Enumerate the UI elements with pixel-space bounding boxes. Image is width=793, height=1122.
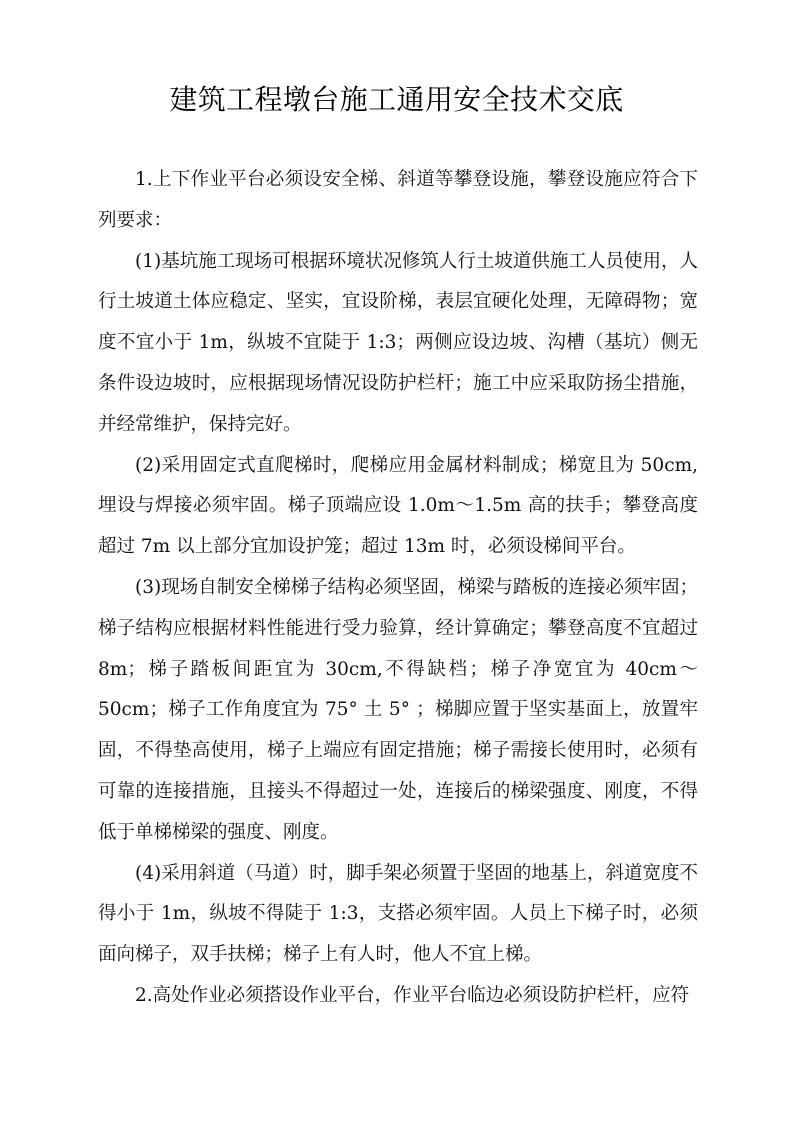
paragraph-1-1: (1)基坑施工现场可根据环境状况修筑人行土坡道供施工人员使用，人行土坡道土体应稳定、坚实，宜设阶梯，表层宜硬化处理，无障碍物；宽度不宜小于 1m，纵坡不宜陡于 1:3；两侧应设边坡、沟槽（基坑）侧无条件设边坡时，应根据现场情况设防护栏杆；施工中应采取防扬尘措施，并经常维护，保持完好。 xyxy=(98,250,698,435)
paragraph-1-4: (4)采用斜道（马道）时，脚手架必须置于坚固的地基上，斜道宽度不得小于 1m，纵坡不得陡于 1:3，支搭必须牢固。人员上下梯子时，必须面向梯子，双手扶梯；梯子上有人时，他人不宜上梯。 xyxy=(98,862,698,966)
paragraph-1: 1.上下作业平台必须设安全梯、斜道等攀登设施，攀登设施应符合下列要求： xyxy=(98,169,698,231)
paragraph-1-2: (2)采用固定式直爬梯时，爬梯应用金属材料制成；梯宽且为 50cm,埋设与焊接必须牢固。梯子顶端应设 1.0m～1.5m 高的扶手；攀登高度超过 7m 以上部分宜加设护笼；超过 13m 时，必须设梯间平台。 xyxy=(98,454,698,558)
paragraph-1-3: (3)现场自制安全梯梯子结构必须坚固，梯梁与踏板的连接必须牢固；梯子结构应根据材料性能进行受力验算，经计算确定；攀登高度不宜超过8m；梯子踏板间距宜为 30cm,不得缺档；梯子净宽宜为 40cm～50cm；梯子工作角度宜为 75° 土 5° ；梯脚应置于坚实基面上，放置牢固，不得垫高使用，梯子上端应有固定措施；梯子需接长使用时，必须有可靠的连接措施，且接头不得超过一处，连接后的梯梁强度、刚度，不得低于单梯梯梁的强度、刚度。 xyxy=(98,576,698,843)
document-title: 建筑工程墩台施工通用安全技术交底 xyxy=(169,83,624,116)
document-body xyxy=(98,160,698,1017)
paragraph-2: 2.高处作业必须搭设作业平台，作业平台临边必须设防护栏杆，应符 xyxy=(135,984,690,1006)
